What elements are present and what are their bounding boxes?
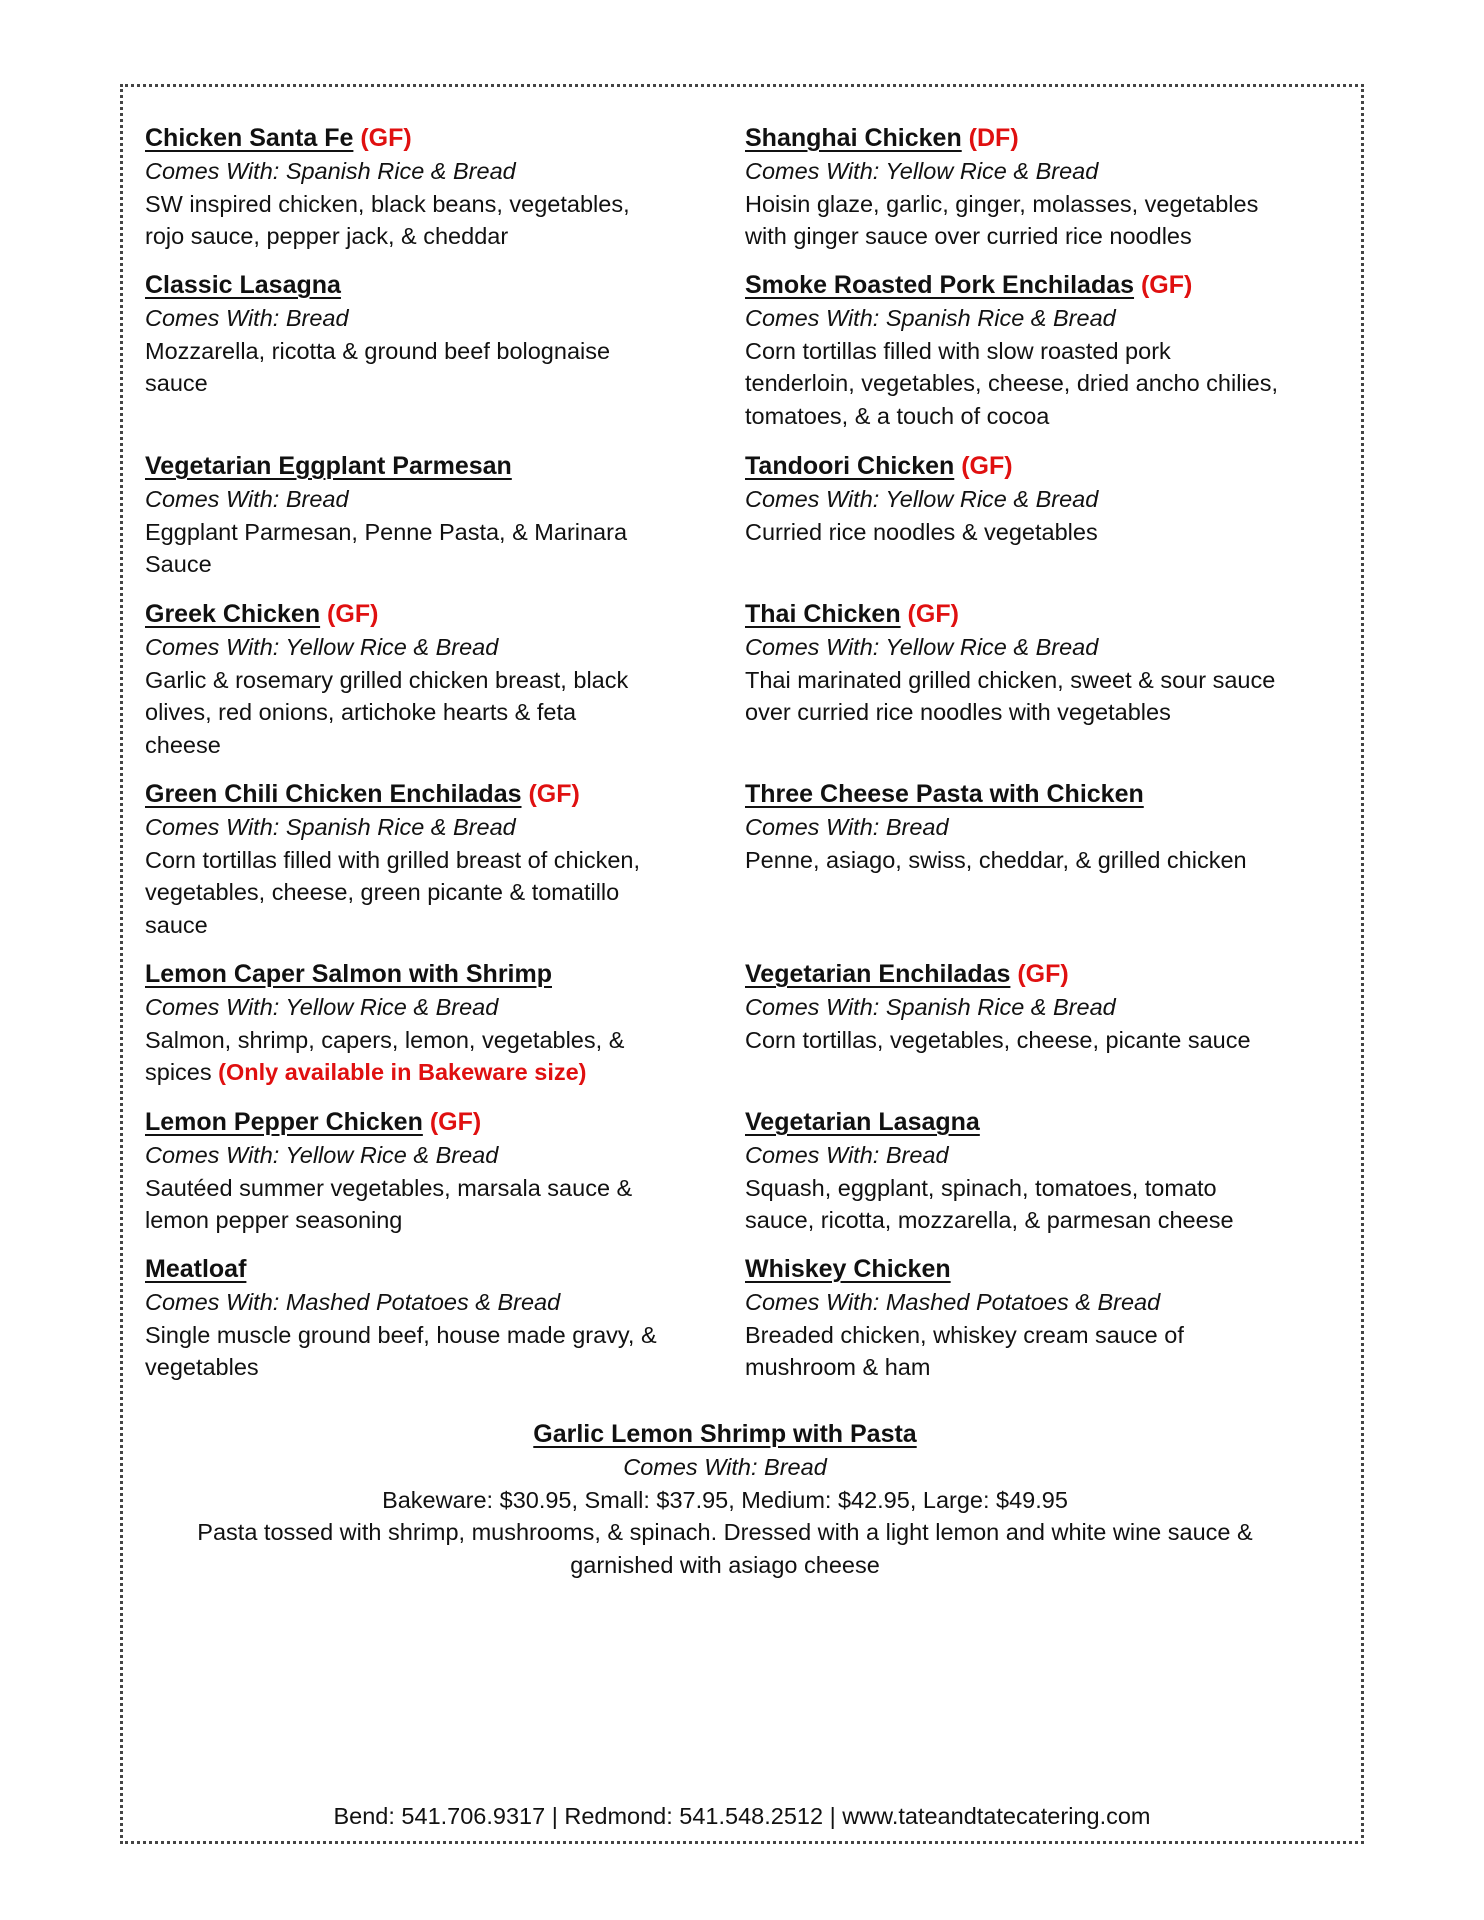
menu-item-sides: Comes With: Mashed Potatoes & Bread (145, 1289, 561, 1315)
menu-item-name: Vegetarian Eggplant Parmesan (145, 452, 512, 480)
menu-item-name-line (745, 778, 1325, 811)
dietary-tag: (GF) (907, 600, 959, 628)
menu-item-description: Corn tortillas filled with grilled breast of chicken, vegetables, cheese, green picante & tomatillo sauce (145, 846, 641, 938)
menu-item-description: Thai marinated grilled chicken, sweet & sour sauce over curried rice noodles with vegetables (745, 666, 1276, 725)
menu-item-sides: Comes With: Spanish Rice & Bread (145, 158, 516, 184)
menu-item (745, 450, 1325, 548)
menu-item-name-line (745, 958, 1325, 991)
menu-item-sides: Comes With: Bread (745, 1142, 949, 1168)
menu-item (145, 598, 705, 761)
dietary-tag: (GF) (528, 780, 580, 808)
dietary-tag: (GF) (1140, 271, 1193, 299)
menu-item-sides: Comes With: Yellow Rice & Bread (745, 158, 1099, 184)
menu-item-sides: Comes With: Yellow Rice & Bread (745, 486, 1099, 512)
dietary-tag: (GF) (1017, 960, 1069, 988)
menu-item (745, 598, 1325, 729)
dietary-tag: (GF) (429, 1108, 482, 1136)
menu-item-name-line (745, 269, 1325, 302)
menu-item-name: Three Cheese Pasta with Chicken (745, 780, 1144, 808)
menu-item-name: Lemon Caper Salmon with Shrimp (145, 960, 552, 988)
menu-item-name: Green Chili Chicken Enchiladas (145, 780, 522, 808)
menu-item-sides: Comes With: Mashed Potatoes & Bread (745, 1289, 1161, 1315)
menu-item-name-line (745, 1106, 1325, 1139)
menu-item-description: Corn tortillas, vegetables, cheese, picante sauce (745, 1026, 1251, 1053)
menu-item (145, 450, 705, 581)
contact-footer: Bend: 541.706.9317 | Redmond: 541.548.2512 | www.tateandtatecatering.com (333, 1803, 1151, 1829)
menu-item (745, 958, 1325, 1056)
dietary-tag: (GF) (961, 452, 1013, 480)
menu-item-name-line (145, 598, 705, 631)
menu-item (745, 122, 1325, 253)
menu-item-name-line (145, 1106, 705, 1139)
dietary-tag: (GF) (360, 124, 412, 152)
featured-item-description: Pasta tossed with shrimp, mushrooms, & spinach. Dressed with a light lemon and white wine sauce & garnished with asiago cheese (197, 1519, 1253, 1578)
menu-item-description: SW inspired chicken, black beans, vegetables, rojo sauce, pepper jack, & cheddar (145, 190, 630, 249)
menu-item-description: Sautéed summer vegetables, marsala sauce & lemon pepper seasoning (145, 1174, 633, 1233)
menu-item-sides: Comes With: Yellow Rice & Bread (745, 634, 1099, 660)
menu-item-description: Penne, asiago, swiss, cheddar, & grilled chicken (745, 846, 1247, 873)
menu-item-sides: Comes With: Bread (745, 814, 949, 840)
menu-item (745, 269, 1325, 432)
menu-item-name: Thai Chicken (745, 600, 901, 628)
menu-item (145, 269, 705, 400)
menu-item-description: Curried rice noodles & vegetables (745, 518, 1098, 545)
menu-item-description: Breaded chicken, whiskey cream sauce of mushroom & ham (745, 1321, 1184, 1380)
menu-item-sides: Comes With: Yellow Rice & Bread (145, 1142, 499, 1168)
menu-item-name: Shanghai Chicken (745, 124, 962, 152)
menu-item (145, 958, 705, 1089)
menu-item-name-line (145, 778, 705, 811)
menu-item-name: Vegetarian Lasagna (745, 1108, 980, 1136)
menu-item-name: Smoke Roasted Pork Enchiladas (745, 271, 1135, 299)
menu-item-name-line (145, 269, 705, 302)
featured-item-prices: Bakeware: $30.95, Small: $37.95, Medium: $42.95, Large: $49.95 (382, 1486, 1068, 1513)
menu-item-name-line (745, 122, 1325, 155)
menu-item-description: Corn tortillas filled with slow roasted pork tenderloin, vegetables, cheese, dried ancho chilies, tomatoes, & a touch of cocoa (745, 337, 1279, 429)
menu-item-name-line (145, 1253, 705, 1286)
menu-item-sides: Comes With: Spanish Rice & Bread (745, 305, 1116, 331)
dietary-tag: (DF) (968, 124, 1019, 152)
menu-item-name: Lemon Pepper Chicken (145, 1108, 423, 1136)
menu-item-description: Single muscle ground beef, house made gravy, & vegetables (145, 1321, 657, 1380)
menu-item-description: Squash, eggplant, spinach, tomatoes, tomato sauce, ricotta, mozzarella, & parmesan cheese (745, 1174, 1234, 1233)
menu-item-name: Classic Lasagna (145, 271, 341, 299)
menu-item-name-line (145, 450, 705, 483)
menu-item-name: Chicken Santa Fe (145, 124, 354, 152)
menu-item-sides: Comes With: Bread (145, 305, 349, 331)
featured-item-name-line (145, 1418, 1305, 1451)
menu-item-sides: Comes With: Yellow Rice & Bread (145, 634, 499, 660)
menu-item-name-line (745, 598, 1325, 631)
menu-item-name: Whiskey Chicken (745, 1255, 951, 1283)
menu-item-description: Eggplant Parmesan, Penne Pasta, & Marinara Sauce (145, 518, 628, 577)
menu-item (145, 1253, 705, 1384)
menu-item-sides: Comes With: Bread (145, 486, 349, 512)
menu-item-name-line (145, 958, 705, 991)
featured-item-sides: Comes With: Bread (623, 1454, 827, 1480)
menu-item (745, 778, 1325, 876)
menu-item (745, 1106, 1325, 1237)
menu-item-sides: Comes With: Spanish Rice & Bread (145, 814, 516, 840)
menu-item-name: Vegetarian Enchiladas (745, 960, 1011, 988)
menu-item-name: Meatloaf (145, 1255, 247, 1283)
menu-item-name-line (745, 450, 1325, 483)
menu-item-sides: Comes With: Spanish Rice & Bread (745, 994, 1116, 1020)
menu-item-name-line (745, 1253, 1325, 1286)
menu-item-description: Mozzarella, ricotta & ground beef bolognaise sauce (145, 337, 611, 396)
menu-item-name: Greek Chicken (145, 600, 321, 628)
menu-item-name-line (145, 122, 705, 155)
menu-item-description: Garlic & rosemary grilled chicken breast, black olives, red onions, artichoke hearts & feta cheese (145, 666, 629, 758)
menu-item-description: Salmon, shrimp, capers, lemon, vegetables, & spices (Only available in Bakeware size) (145, 1026, 625, 1085)
featured-menu-item (145, 1418, 1305, 1581)
availability-note: (Only available in Bakeware size) (218, 1059, 587, 1085)
menu-item (145, 778, 705, 941)
menu-item-sides: Comes With: Yellow Rice & Bread (145, 994, 499, 1020)
menu-item (745, 1253, 1325, 1384)
menu-item-name: Tandoori Chicken (745, 452, 955, 480)
dietary-tag: (GF) (327, 600, 379, 628)
featured-item-name: Garlic Lemon Shrimp with Pasta (533, 1420, 917, 1448)
menu-item-description: Hoisin glaze, garlic, ginger, molasses, vegetables with ginger sauce over curried rice noodles (745, 190, 1259, 249)
menu-item (145, 122, 705, 253)
menu-item (145, 1106, 705, 1237)
